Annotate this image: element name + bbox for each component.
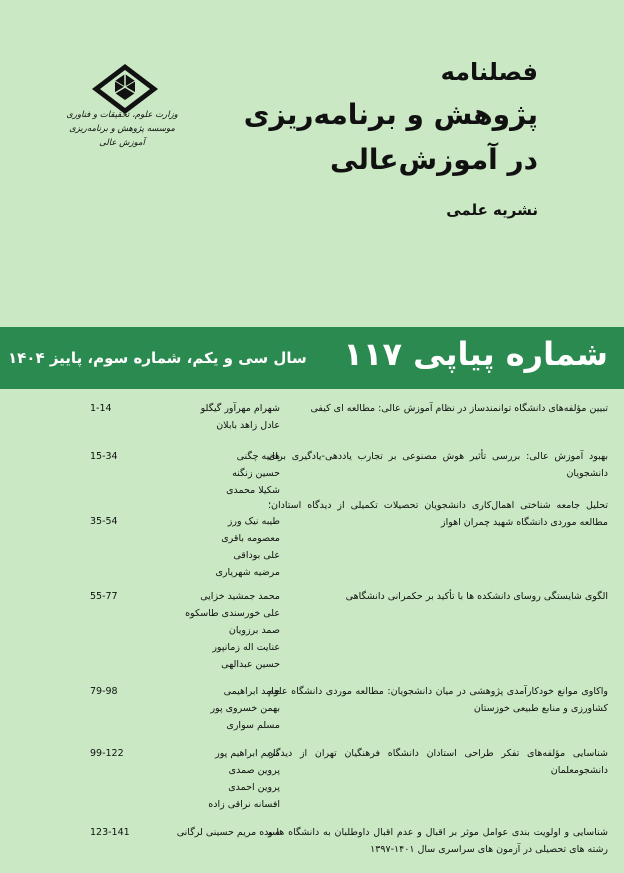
author: علی خورسندی طاسکوه [185, 608, 280, 619]
author: بهمن خسروی پور [210, 703, 280, 714]
issue-number: شماره پیاپی ۱۱۷ [343, 335, 608, 373]
author: پروین صمدی [228, 765, 280, 776]
article-title: الگوی شایستگی روسای دانشکده ها با تأکید بر حکمرانی دانشگاهی [345, 591, 608, 602]
article-title: واکاوی موانع خودکارآمدی پژوهشی در میان دانشجویان: مطالعه موردی دانشگاه علوم کشاورزی و منابع طبیعی خوزستان [268, 686, 608, 714]
article-pages: 79-98 [90, 686, 118, 697]
article-title: شناسایی مؤلفه‌های تفکر طراحی استادان دانشگاه فرهنگیان تهران از دیدگاه دانشجومعلمان [268, 748, 608, 776]
author: معصومه باقری [221, 533, 280, 544]
author: صمد برزویان [228, 625, 280, 636]
journal-title-line1: پژوهش و برنامه‌ریزی [243, 98, 538, 131]
article-pages: 35-54 [90, 516, 118, 527]
article-authors [140, 683, 280, 734]
quarterly-label: فصلنامه [440, 58, 538, 86]
article-authors [140, 448, 280, 499]
article-title: بهبود آموزش عالی: بررسی تأثیر هوش مصنوعی بر تجارب یاددهی-یادگیری برای دانشجویان [268, 451, 608, 479]
author: شهرام مهرآور گیگلو [200, 403, 280, 414]
journal-type: نشریه علمی [446, 201, 538, 219]
article-pages: 55-77 [90, 591, 118, 602]
author: طیبه نیک ورز [227, 516, 280, 527]
issue-banner [0, 327, 624, 389]
article-authors [140, 745, 280, 813]
author: محمد جمشید خزایی [200, 591, 280, 602]
article-title: تحلیل جامعه شناختی اهمال‌کاری دانشجویان تحصیلات تکمیلی از دیدگاه استادان؛ مطالعه موردی دانشگاه شهید چمران اهواز [268, 500, 608, 528]
logo-institute: موسسه پژوهش و برنامه‌ریزی آموزش عالی [69, 124, 175, 148]
article-pages: 123-141 [90, 827, 130, 838]
issue-date: سال سی و یکم، شماره سوم، پاییز ۱۴۰۴ [8, 349, 307, 367]
logo-caption [62, 108, 182, 150]
article-pages: 99-122 [90, 748, 124, 759]
author: پروین احمدی [228, 782, 280, 793]
author: عنایت اله زمانپور [212, 642, 280, 653]
logo-ministry: وزارت علوم، تحقیقات و فناوری [66, 110, 178, 120]
journal-title-line2: در آموزش‌عالی [330, 143, 538, 176]
article-title: تبیین مؤلفه‌های دانشگاه توانمندساز در نظام آموزش عالی: مطالعه ای کیفی [310, 403, 608, 414]
author: حسین زنگنه [232, 468, 280, 479]
author: افسانه نراقی زاده [208, 799, 280, 810]
author: سیده مریم حسینی لرگانی [176, 827, 280, 838]
author: عادل زاهد بابلان [216, 420, 280, 431]
author: علی بوداقی [233, 550, 280, 561]
author: حسین عبدالهی [221, 659, 280, 670]
author: مسلم سواری [226, 720, 280, 731]
author: مرضیه شهریاری [215, 567, 280, 578]
article-pages: 15-34 [90, 451, 118, 462]
author: حامد ابراهیمی [223, 686, 280, 697]
article-authors [140, 513, 280, 581]
article-authors [140, 824, 280, 841]
author: شکیلا محمدی [226, 485, 280, 496]
article-pages: 1-14 [90, 403, 112, 414]
author: مریم ابراهیم پور [215, 748, 280, 759]
article-authors [140, 400, 280, 434]
author: هانیه چگنی [236, 451, 280, 462]
article-authors [140, 588, 280, 673]
article-title: شناسایی و اولویت بندی عوامل موثر بر اقبال و عدم اقبال داوطلبان به دانشگاه ها و رشته های تحصیلی در آزمون های سراسری سال ۱۴۰۱-۱۳۹۷ [268, 827, 608, 855]
